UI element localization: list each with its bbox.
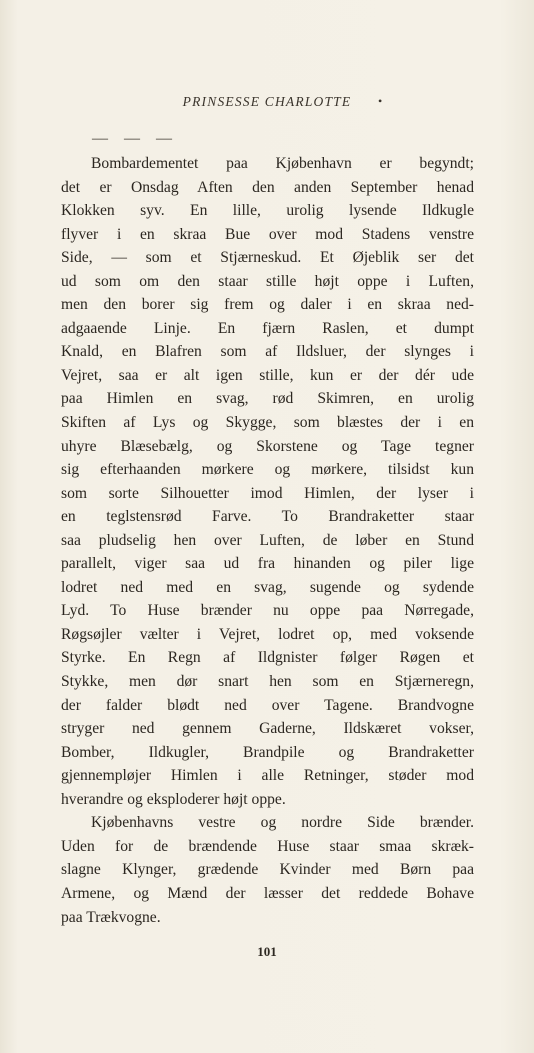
text-line: slagne Klynger, grædende Kvinder med Børn paa: [61, 861, 474, 879]
section-break: — — —: [92, 130, 178, 147]
text-line: Vejret, saa er alt igen stille, kun er der dér ude: [61, 366, 474, 384]
text-line: gjennempløjer Himlen i alle Retninger, støder mod: [61, 767, 474, 785]
text-line: Styrke. En Regn af Ildgnister følger Røgen et: [61, 649, 474, 667]
text-line: Lyd. To Huse brænder nu oppe paa Nørregade,: [61, 602, 474, 620]
text-line: parallelt, viger saa ud fra hinanden og piler lige: [61, 555, 474, 573]
text-line: Side, — som et Stjærneskud. Et Øjeblik ser det: [61, 249, 474, 267]
text-line: en teglstensrød Farve. To Brandraketter staar: [61, 508, 474, 526]
text-line: adgaaende Linje. En fjærn Raslen, et dumpt: [61, 319, 474, 337]
text-line: saa pludselig hen over Luften, de løber en Stund: [61, 531, 474, 549]
text-line: sig efterhaanden mørkere og mørkere, tilsidst kun: [61, 461, 474, 479]
text-line: Bomber, Ildkugler, Brandpile og Brandraketter: [61, 743, 474, 761]
text-line: Røgsøjler vælter i Vejret, lodret op, med voksende: [61, 625, 474, 643]
text-line: lodret ned med en svag, sugende og sydende: [61, 578, 474, 596]
text-line: Skiften af Lys og Skygge, som blæstes der i en: [61, 414, 474, 432]
text-line: paa Himlen en svag, rød Skimren, en urolig: [61, 390, 474, 408]
text-line: det er Onsdag Aften den anden September henad: [61, 178, 474, 196]
body-text: [61, 152, 474, 929]
text-line: Uden for de brændende Huse staar smaa skræk-: [61, 837, 474, 855]
text-line: uhyre Blæsebælg, og Skorstene og Tage tegner: [61, 437, 474, 455]
text-line: Bombardementet paa Kjøbenhavn er begyndt;: [91, 155, 474, 172]
text-line: Knald, en Blafren som af Ildsluer, der slynges i: [61, 343, 474, 361]
text-line: flyver i en skraa Bue over mod Stadens venstre: [61, 225, 474, 243]
text-line: Klokken syv. En lille, urolig lysende Ildkugle: [61, 202, 474, 220]
text-line: Stykke, men dør snart hen som en Stjærneregn,: [61, 673, 474, 691]
running-head: [0, 94, 534, 110]
text-line: ud som om den staar stille højt oppe i Luften,: [61, 272, 474, 290]
text-line: Armene, og Mænd der læsser det reddede Bohave: [61, 884, 474, 902]
page-number: 101: [257, 944, 277, 959]
text-line: paa Trækvogne.: [61, 908, 161, 926]
text-line: der falder blødt ned over Tagene. Brandvogne: [61, 696, 474, 714]
text-line: hverandre og eksploderer højt oppe.: [61, 790, 286, 808]
running-head-title: PRINSESSE CHARLOTTE: [182, 94, 352, 109]
running-head-mark: •: [378, 94, 384, 108]
text-line: stryger ned gennem Gaderne, Ildskæret vokser,: [61, 720, 474, 738]
text-line: Kjøbenhavns vestre og nordre Side brænder.: [91, 814, 474, 832]
text-line: som sorte Silhouetter imod Himlen, der lyser i: [61, 484, 474, 502]
text-line: men den borer sig frem og daler i en skraa ned-: [61, 296, 474, 314]
